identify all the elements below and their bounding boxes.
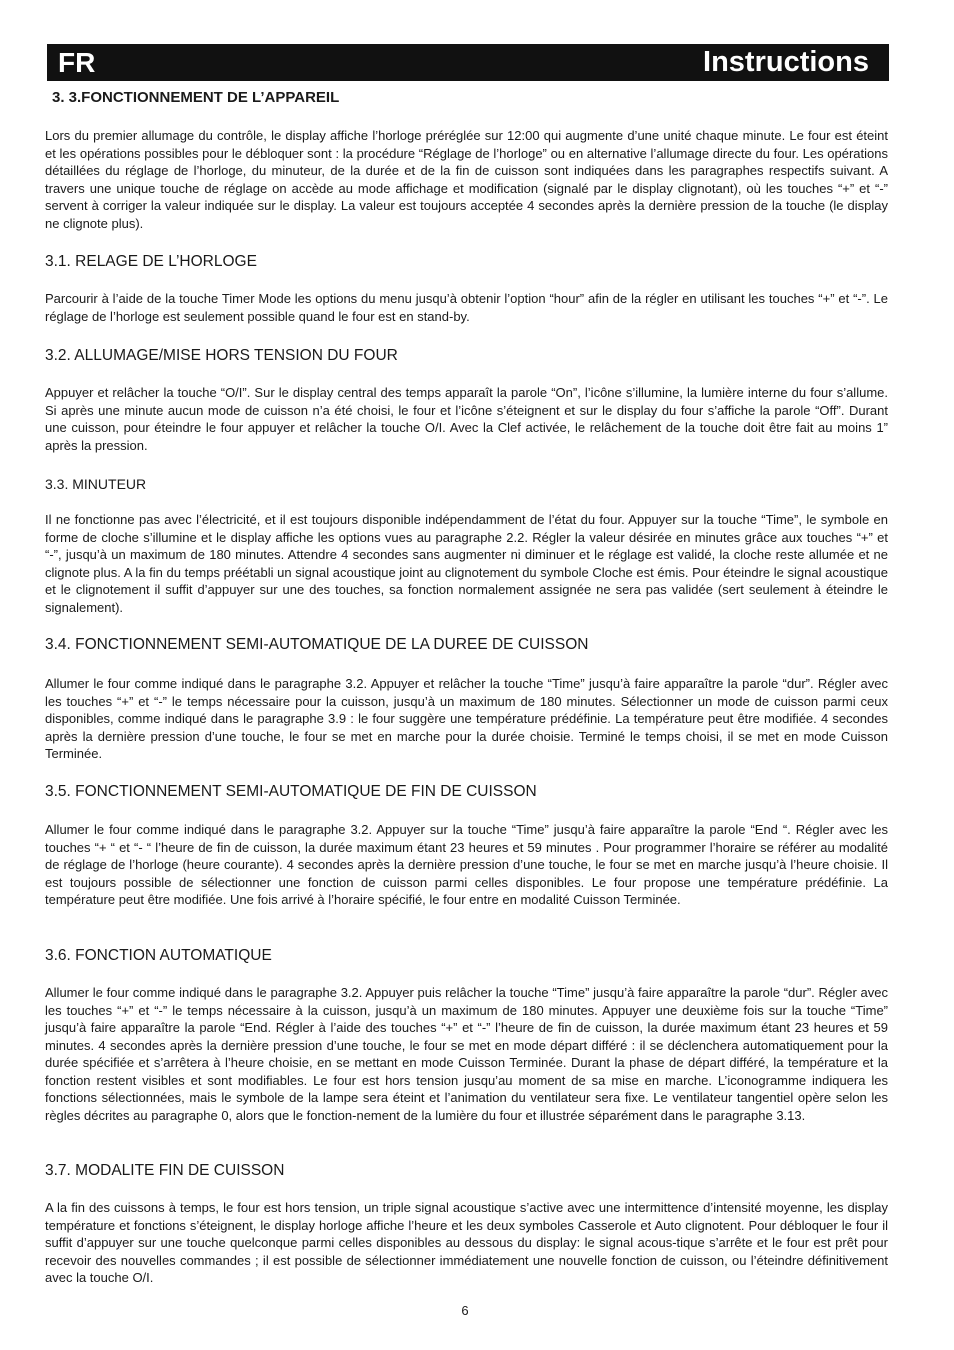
- main-heading: 3. 3.FONCTIONNEMENT DE L’APPAREIL: [52, 89, 340, 106]
- section-heading-3-6: 3.6. FONCTION AUTOMATIQUE: [45, 947, 272, 964]
- section-text-3-7: A la fin des cuissons à temps, le four est hors tension, un triple signal acoustique s’active avec une intermittence d’intensité moyenne, les display température et fonctions s’éteignent, le display horloge affiche l’heure et les deux symboles Casserole et Auto clignotent. Pour débloquer le four il suffit d’appuyer sur une touche quelconque parmi celles disponibles au dessous du display: le signal acous-tique s’arrête et le four est prêt pour recevoir des nouvelles commandes ; il est possible de sélectionner immédiatement une nouvelle fonction de cuisson, ou l’éteindre définitivement avec la touche O/I.: [45, 1200, 888, 1285]
- section-heading-3-2: 3.2. ALLUMAGE/MISE HORS TENSION DU FOUR: [45, 347, 398, 364]
- section-heading-3-5: 3.5. FONCTIONNEMENT SEMI-AUTOMATIQUE DE FIN DE CUISSON: [45, 783, 537, 800]
- page-number: 6: [461, 1303, 469, 1318]
- language-label: FR: [58, 47, 96, 78]
- section-text-3-2: Appuyer et relâcher la touche “O/I”. Sur le display central des temps apparaît la parole “On”, l’icône s’illumine, la lumière interne du four s’allume. Si après une minute aucun mode de cuisson n’a été choisi, le four et l’icône s’éteignent et sur le display du four s’affiche la parole “Off”. Durant une cuisson, pour éteindre le four appuyer et relâcher la touche O/I. Avec la Clef activée, le relâchement de la touche doit être fait au moins 1” après la pression.: [45, 385, 888, 453]
- section-heading-3-1: 3.1. RELAGE DE L’HORLOGE: [45, 253, 257, 270]
- header-bar: [47, 44, 889, 81]
- section-heading-3-4: 3.4. FONCTIONNEMENT SEMI-AUTOMATIQUE DE LA DUREE DE CUISSON: [45, 636, 589, 653]
- section-heading-3-7: 3.7. MODALITE FIN DE CUISSON: [45, 1162, 285, 1179]
- section-text-3-3: Il ne fonctionne pas avec l’électricité, et il est toujours disponible indépendamment de l’état du four. Appuyer sur la touche “Time”, le symbole en forme de cloche s’illumine et le display affiche les options vues au paragraphe 2.2. Régler la valeur désirée en minutes grâce aux touches “+” et “-”, jusqu’à un maximum de 180 minutes. Attendre 4 secondes sans augmenter ni diminuer et le réglage est validé, la cloche reste allumée et ne clignote plus. A la fin du temps préétabli un signal acoustique joint au clignotement du symbole Cloche est émis. Pour éteindre le signal acoustique et le clignotement il suffit d’appuyer sur une des touches, sa fonction normalement assignée ne sera pas validée (sert seulement à éteindre le signalement).: [45, 512, 888, 615]
- intro-paragraph: Lors du premier allumage du contrôle, le display affiche l’horloge préréglée sur 12:00 qui augmente d’une unité chaque minute. Le four est éteint et les opérations possibles pour le débloquer sont : la procédure “Réglage de l’horloge” ou en alternative l’allumage directe du four. Les opérations détaillées du réglage de l’horloge, du minuteur, de la durée et de la fin de cuisson sont indiquées dans les paragraphes respectifs suivant. A travers une unique touche de réglage on accède au mode affichage et modification (signalé par le display clignotant), où les touches “+” et “-” servent à corriger la valeur indiquée sur le display. La valeur est toujours acceptée 4 secondes après la dernière pression de la touche (le display ne clignote plus).: [45, 128, 888, 231]
- section-text-3-4: Allumer le four comme indiqué dans le paragraphe 3.2. Appuyer et relâcher la touche “Time” jusqu’à faire apparaître la parole “dur”. Régler avec les touches “+” et “-” le temps nécessaire pour la cuisson, jusqu’à un maximum de 180 minutes. Sélectionner un mode de cuisson parmi ceux disponibles, comme indiqué dans le paragraphe 3.9 : le four suggère une température prédéfinie. La température peut être modifiée. 4 secondes après la dernière pression d’une touche, le four se met en marche pour la durée choisie. Terminé le temps choisi, il se met en mode Cuisson Terminée.: [45, 676, 888, 761]
- section-heading-3-3: 3.3. MINUTEUR: [45, 476, 147, 492]
- section-text-3-5: Allumer le four comme indiqué dans le paragraphe 3.2. Appuyer sur la touche “Time” jusqu’à faire apparaître la parole “End “. Régler avec les touches “+ “ et “- “ l’heure de fin de cuisson, la durée maximum étant 23 heures et 59 minutes . Pour programmer l’horaire se référer au modalité de réglage de l’horloge (heure courante). 4 secondes après la dernière pression d’une touche, le four se met en marche jusqu’à l’heure choisie. Il est toujours possible de sélectionner une fonction de cuisson parmi celles disponibles. Le four propose une température prédéfinie. La température peut être modifiée. Une fois arrivé à l’horaire spécifié, le four entre en modalité Cuisson Terminée.: [45, 822, 888, 907]
- page-title: Instructions: [703, 46, 869, 78]
- section-text-3-1: Parcourir à l’aide de la touche Timer Mode les options du menu jusqu’à obtenir l’option “hour” afin de la régler en utilisant les touches “+” et “-”. Le réglage de l’horloge est seulement possible quand le four est en stand-by.: [45, 291, 888, 324]
- section-text-3-6: Allumer le four comme indiqué dans le paragraphe 3.2. Appuyer puis relâcher la touche “Time” jusqu’à faire apparaître la parole “dur”. Régler avec les touches “+” et “-” le temps nécessaire à la cuisson, jusqu’à un maximum de 180 minutes. Appuyer une deuxième fois sur la touche “Time” jusqu’à faire apparaître la parole “End. Régler à l’aide des touches “+” et “-” l’heure de fin de cuisson, la durée maximum étant 23 heures et 59 minutes. 4 secondes après la dernière pression d’une touche, le four se met en mode départ différé : il se déclenchera automatiquement pour la durée spécifiée et s’arrêtera à l’heure choisie, en se mettant en mode Cuisson Terminée. Durant la phase de départ différé, la température et la fonction restent visibles et sont modifiables. Le four est hors tension jusqu’au moment de sa mise en marche. L’iconogramme indiquera les fonctions sélectionnées, mais le symbole de la lampe sera éteint et l’animation du ventilateur sera fixe. Le ventilateur tangentiel opère selon les règles décrites au paragraphe 0, alors que le fonction-nement de la lumière du four et illustrée séparément dans le paragraphe 3.13.: [45, 985, 888, 1123]
